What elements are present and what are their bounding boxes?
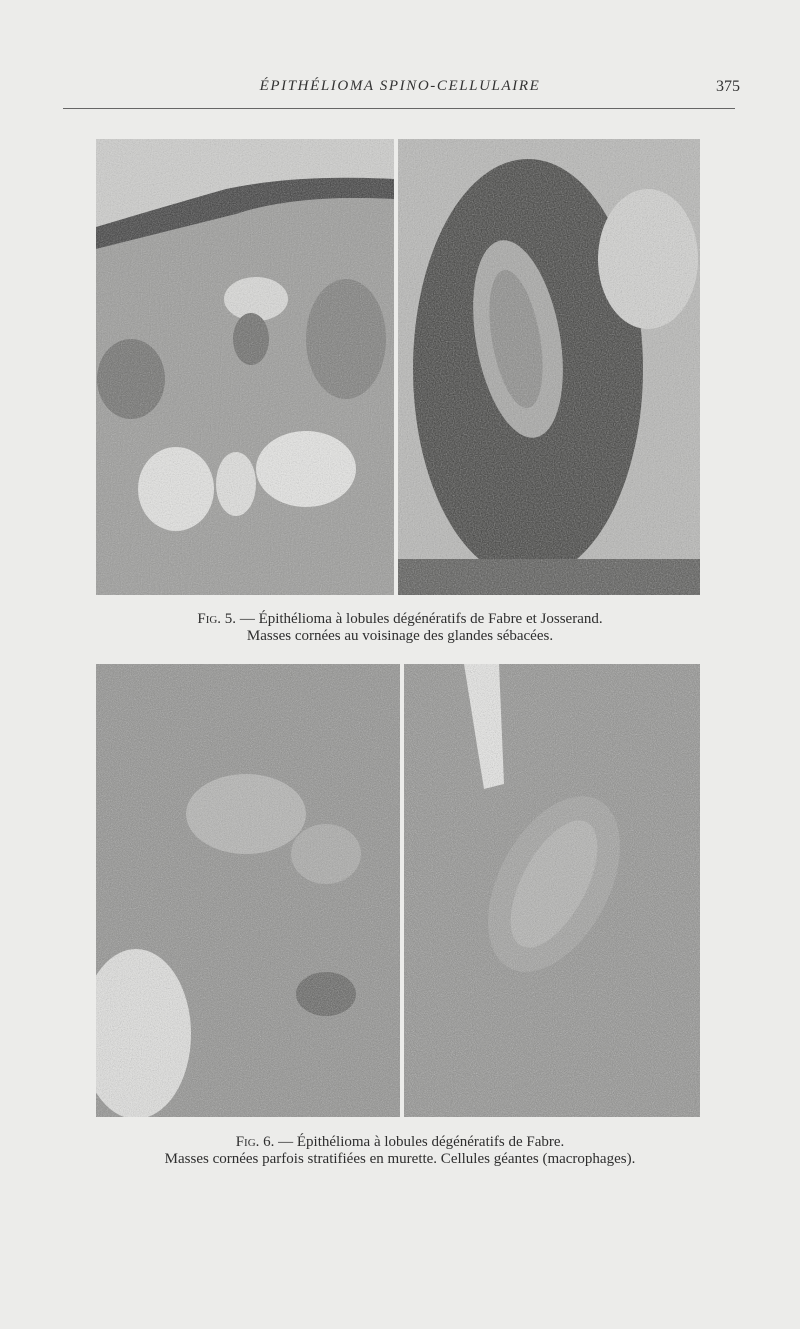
figure-6 <box>96 664 700 1117</box>
page-number: 375 <box>716 78 740 95</box>
figure-6-label: Fig. 6. <box>235 1134 275 1150</box>
figure-5-caption-line-2: Masses cornées au voisinage des glandes sébacées. <box>246 628 554 644</box>
figure-6-caption-line-1 <box>70 1134 730 1151</box>
figure-5-caption <box>100 611 700 645</box>
figure-5 <box>96 139 700 595</box>
figure-5-caption-line-1 <box>100 611 700 628</box>
figure-5-caption-text-1: — Épithélioma à lobules dégénératifs de Fabre et Josserand. <box>239 611 603 627</box>
figure-5-label: Fig. 5. <box>197 611 237 627</box>
figure-6-right-micrograph <box>404 664 700 1117</box>
figure-5-left-micrograph <box>96 139 394 595</box>
figure-5-right-micrograph <box>398 139 700 595</box>
running-title: ÉPITHÉLIOMA SPINO-CELLULAIRE <box>259 78 541 94</box>
header-rule <box>63 108 735 109</box>
figure-6-caption-text-1: — Épithélioma à lobules dégénératifs de Fabre. <box>278 1134 565 1150</box>
figure-6-caption <box>70 1134 730 1168</box>
figure-6-left-micrograph <box>96 664 400 1117</box>
figure-6-caption-line-2: Masses cornées parfois stratifiées en murette. Cellules géantes (macrophages). <box>164 1151 636 1167</box>
